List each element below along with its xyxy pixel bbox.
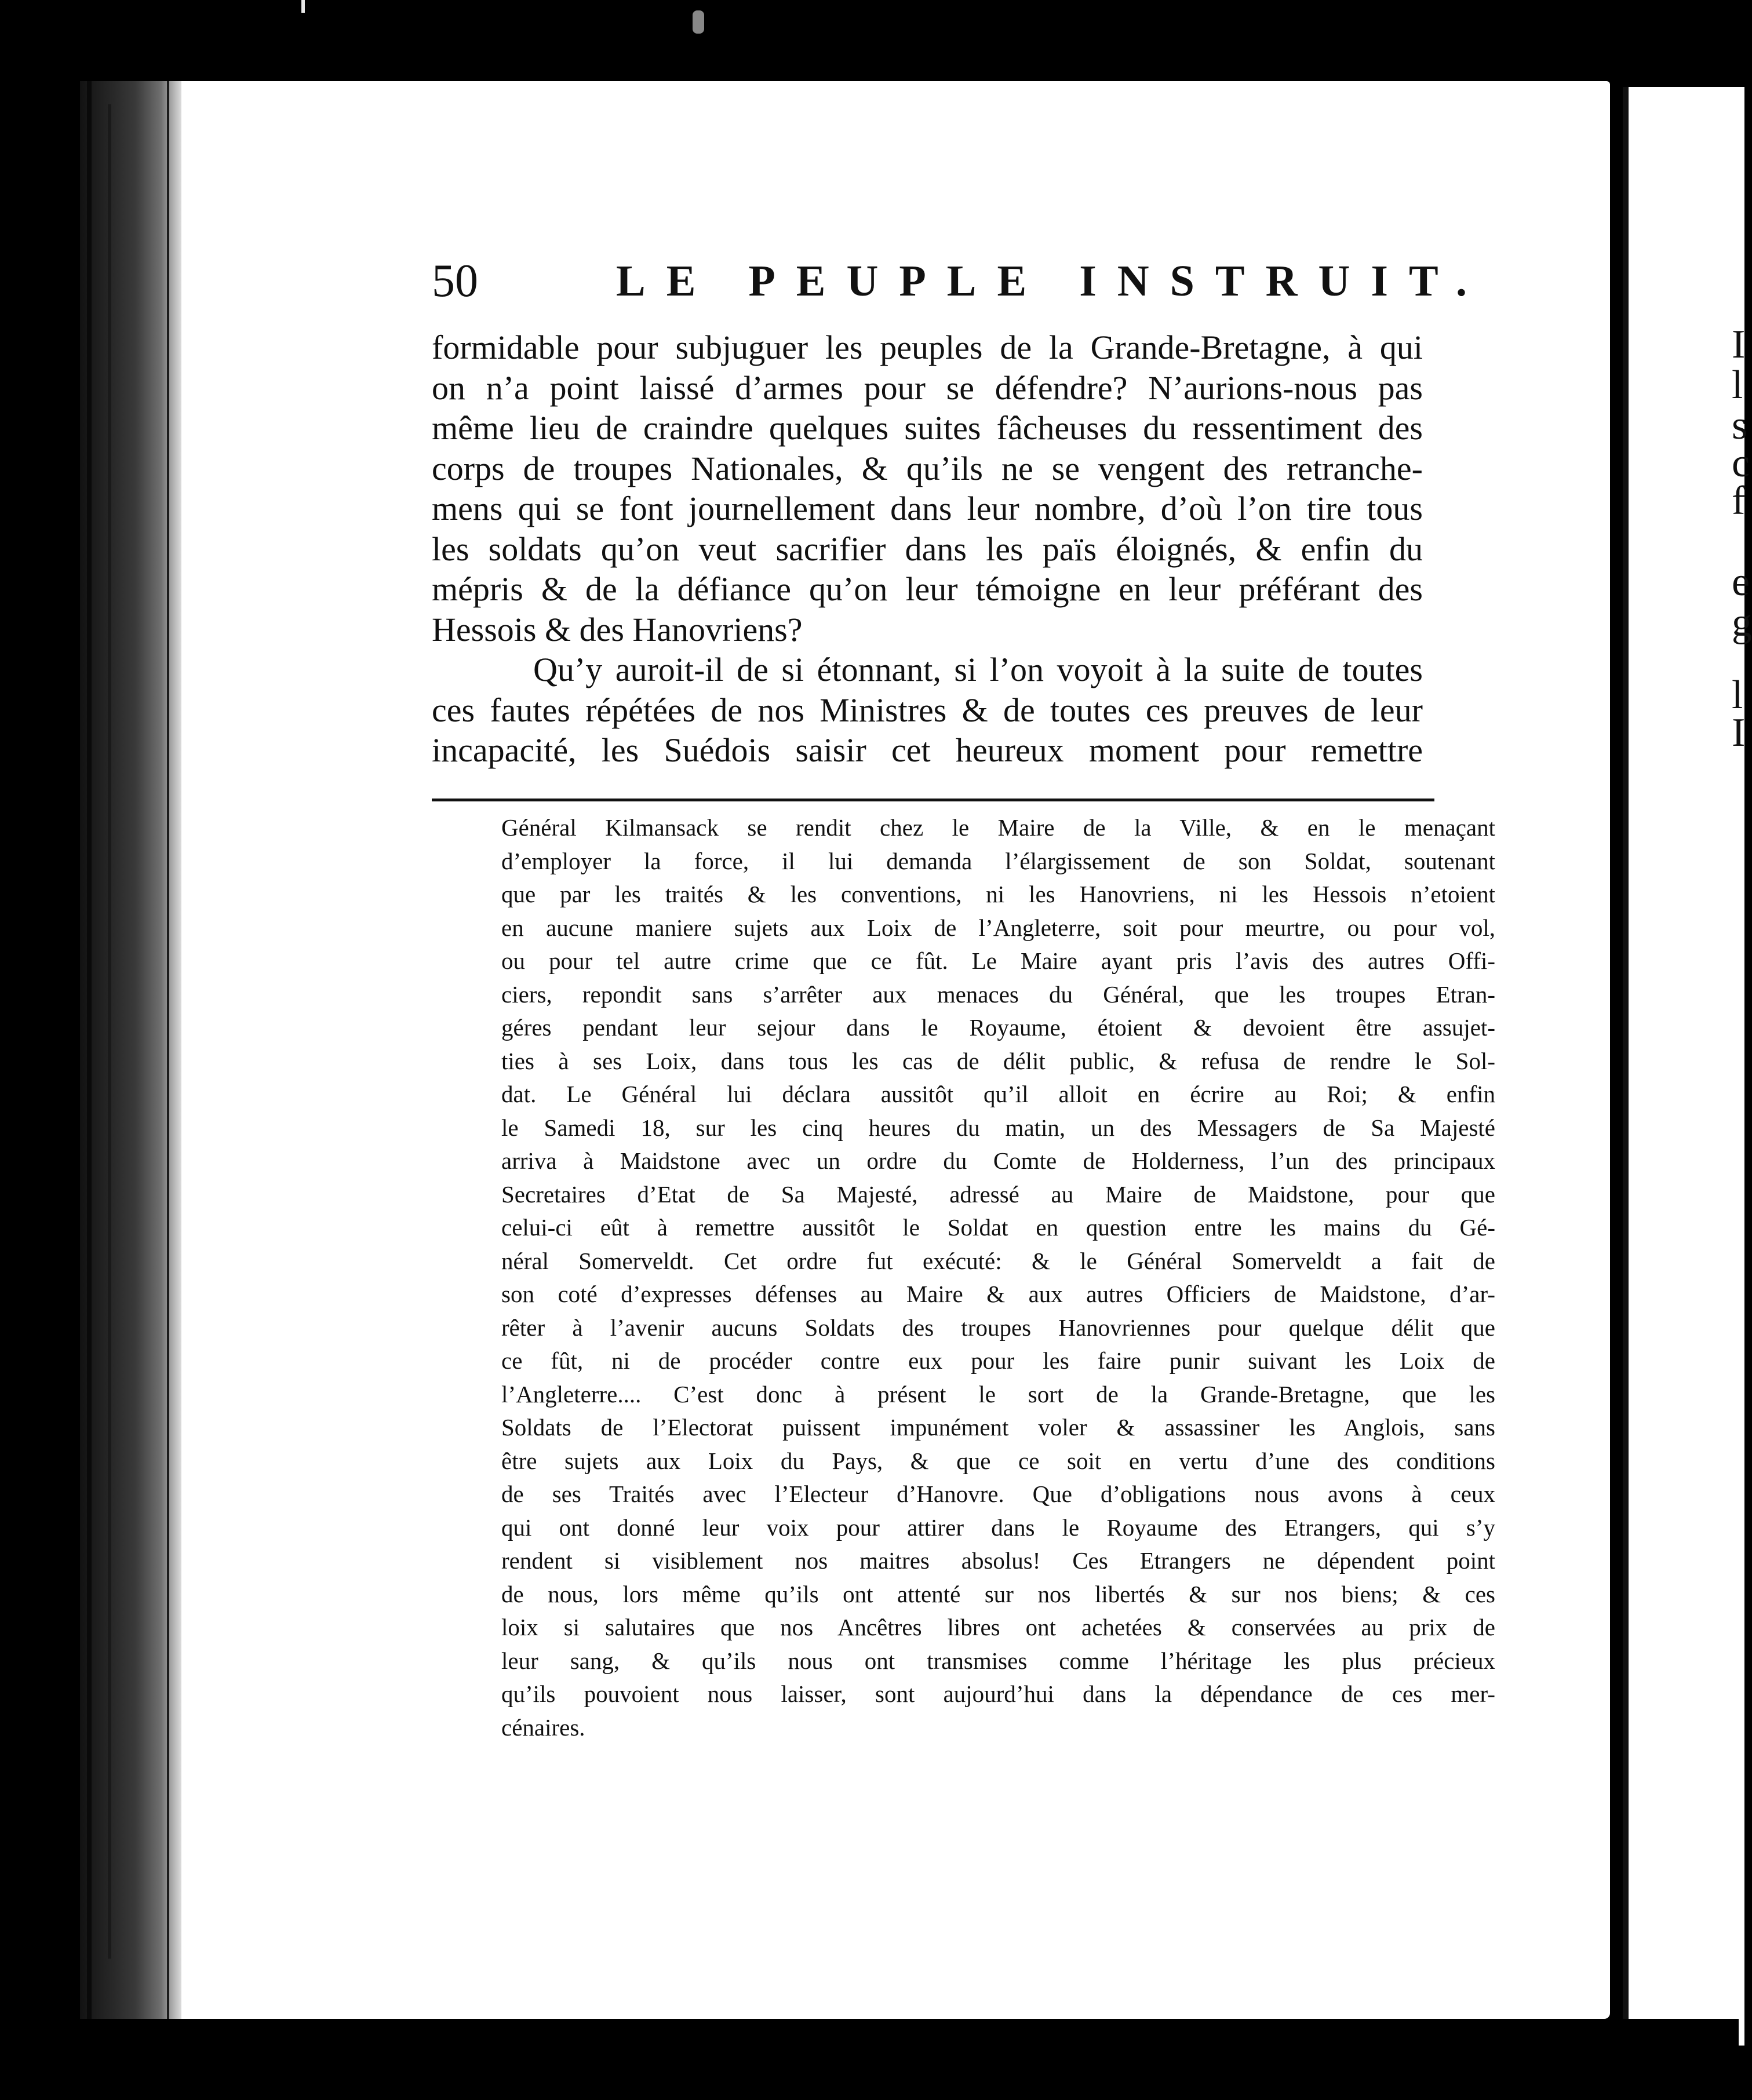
footnote-line: qu’ils pouvoient nous laisser, sont aujourd’hui dans la dépendance de ces mer- — [501, 1680, 1495, 1707]
text-line: on n’a point laissé d’armes pour se défendre? N’aurions-nous pas — [432, 369, 1423, 407]
page-number: 50 — [432, 256, 478, 307]
running-title: LE PEUPLE INSTRUIT. — [616, 257, 1488, 305]
facing-page-letter: I — [1732, 322, 1746, 367]
footnote-line: son coté d’expresses défenses au Maire & aux autres Officiers de Maidstone, d’ar- — [501, 1281, 1495, 1307]
facing-page-letter: c — [1732, 441, 1750, 486]
facing-page-letter: s — [1732, 403, 1748, 448]
footnote-line: de nous, lors même qu’ils ont attenté sur nos libertés & sur nos biens; & ces — [501, 1580, 1495, 1607]
footnote-line: ou pour tel autre crime que ce fût. Le Maire ayant pris l’avis des autres Offi- — [501, 947, 1495, 974]
footnote-rule — [432, 799, 1434, 801]
footnote-line: être sujets aux Loix du Pays, & que ce soit en vertu d’une des conditions — [501, 1447, 1495, 1474]
footnote-line: Soldats de l’Electorat puissent impunément voler & assassiner les Anglois, sans — [501, 1414, 1495, 1441]
text-line: les soldats qu’on veut sacrifier dans les païs éloignés, & enfin du — [432, 530, 1423, 568]
footnote-line: Général Kilmansack se rendit chez le Maire de la Ville, & en le menaçant — [501, 814, 1495, 841]
footnote-line: en aucune maniere sujets aux Loix de l’Angleterre, soit pour meurtre, ou pour vol, — [501, 914, 1495, 941]
paragraph-first-line: Qu’y auroit-il de si étonnant, si l’on voyoit à la suite de toutes — [533, 651, 1423, 688]
footnote-line: de ses Traités avec l’Electeur d’Hanovre. Que d’obligations nous avons à ceux — [501, 1481, 1495, 1507]
running-head — [432, 255, 1488, 307]
footnote-line: que par les traités & les conventions, ni les Hanovriens, ni les Hessois n’etoient — [501, 881, 1495, 907]
text-line: même lieu de craindre quelques suites fâcheuses du ressentiment des — [432, 409, 1423, 447]
text-line: incapacité, les Suédois saisir cet heureux moment pour remettre — [432, 731, 1423, 769]
scanner-border-top — [0, 0, 1739, 81]
facing-page-letter: g — [1732, 600, 1752, 645]
text-line: corps de troupes Nationales, & qu’ils ne se vengent des retranche- — [432, 449, 1423, 487]
text-line: ces fautes répétées de nos Ministres & de toutes ces preuves de leur — [432, 691, 1423, 729]
text-line: formidable pour subjuguer les peuples de la Grande-Bretagne, à qui — [432, 329, 1423, 366]
footnote-line: Secretaires d’Etat de Sa Majesté, adressé au Maire de Maidstone, pour que — [501, 1180, 1495, 1208]
footnote-line: ties à ses Loix, dans tous les cas de délit public, & refusa de rendre le Sol- — [501, 1047, 1495, 1074]
facing-page-letter: I — [1732, 710, 1746, 755]
scanner-border-bottom — [0, 2019, 1739, 2100]
footnote-line: arriva à Maidstone avec un ordre du Comte de Holderness, l’un des principaux — [501, 1147, 1495, 1174]
facing-page-letter: l — [1732, 673, 1743, 717]
main-text-block — [432, 327, 1423, 771]
facing-page-edge — [1623, 87, 1752, 2046]
footnote-line: néral Somerveldt. Cet ordre fut exécuté: & le Général Somerveldt a fait de — [501, 1247, 1495, 1274]
footnote-line: leur sang, & qu’ils nous ont transmises comme l’héritage les plus précieux — [501, 1647, 1495, 1674]
footnote-line: ciers, repondit sans s’arrêter aux menaces du Général, que les troupes Etran- — [501, 980, 1495, 1008]
footnote-line: qui ont donné leur voix pour attirer dans le Royaume des Etrangers, qui s’y — [501, 1514, 1495, 1541]
footnote-line: le Samedi 18, sur les cinq heures du matin, un des Messagers de Sa Majesté — [501, 1114, 1495, 1141]
footnote-line: d’employer la force, il lui demanda l’élargissement de son Soldat, soutenant — [501, 847, 1495, 874]
book-binding-shadow — [80, 81, 181, 2019]
footnote-line: cénaires. — [501, 1713, 585, 1741]
footnote-line: rêter à l’avenir aucuns Soldats des troupes Hanovriennes pour quelque délit que — [501, 1314, 1495, 1341]
text-line: Hessois & des Hanovriens? — [432, 610, 803, 648]
footnote-line: l’Angleterre.... C’est donc à présent le sort de la Grande-Bretagne, que les — [501, 1380, 1495, 1408]
footnote-block — [501, 811, 1495, 1744]
facing-page-letter: e — [1732, 560, 1750, 604]
facing-page-letter: f — [1732, 479, 1746, 523]
footnote-line: dat. Le Général lui déclara aussitôt qu’il alloit en écrire au Roi; & enfin — [501, 1081, 1495, 1107]
footnote-line: loix si salutaires que nos Ancêtres libres ont achetées & conservées au prix de — [501, 1614, 1495, 1640]
text-line: mépris & de la défiance qu’on leur témoigne en leur préférant des — [432, 570, 1423, 608]
footnote-line: ce fût, ni de procéder contre eux pour les faire punir suivant les Loix de — [501, 1347, 1495, 1374]
footnote-line: géres pendant leur sejour dans le Royaume, étoient & devoient être assujet- — [501, 1014, 1495, 1041]
facing-page-letter: l — [1732, 363, 1743, 407]
footnote-line: celui-ci eût à remettre aussitôt le Soldat en question entre les mains du Gé- — [501, 1214, 1495, 1241]
text-line: mens qui se font journellement dans leur nombre, d’où l’on tire tous — [432, 490, 1423, 527]
footnote-line: rendent si visiblement nos maitres absolus! Ces Etrangers ne dépendent point — [501, 1547, 1495, 1574]
